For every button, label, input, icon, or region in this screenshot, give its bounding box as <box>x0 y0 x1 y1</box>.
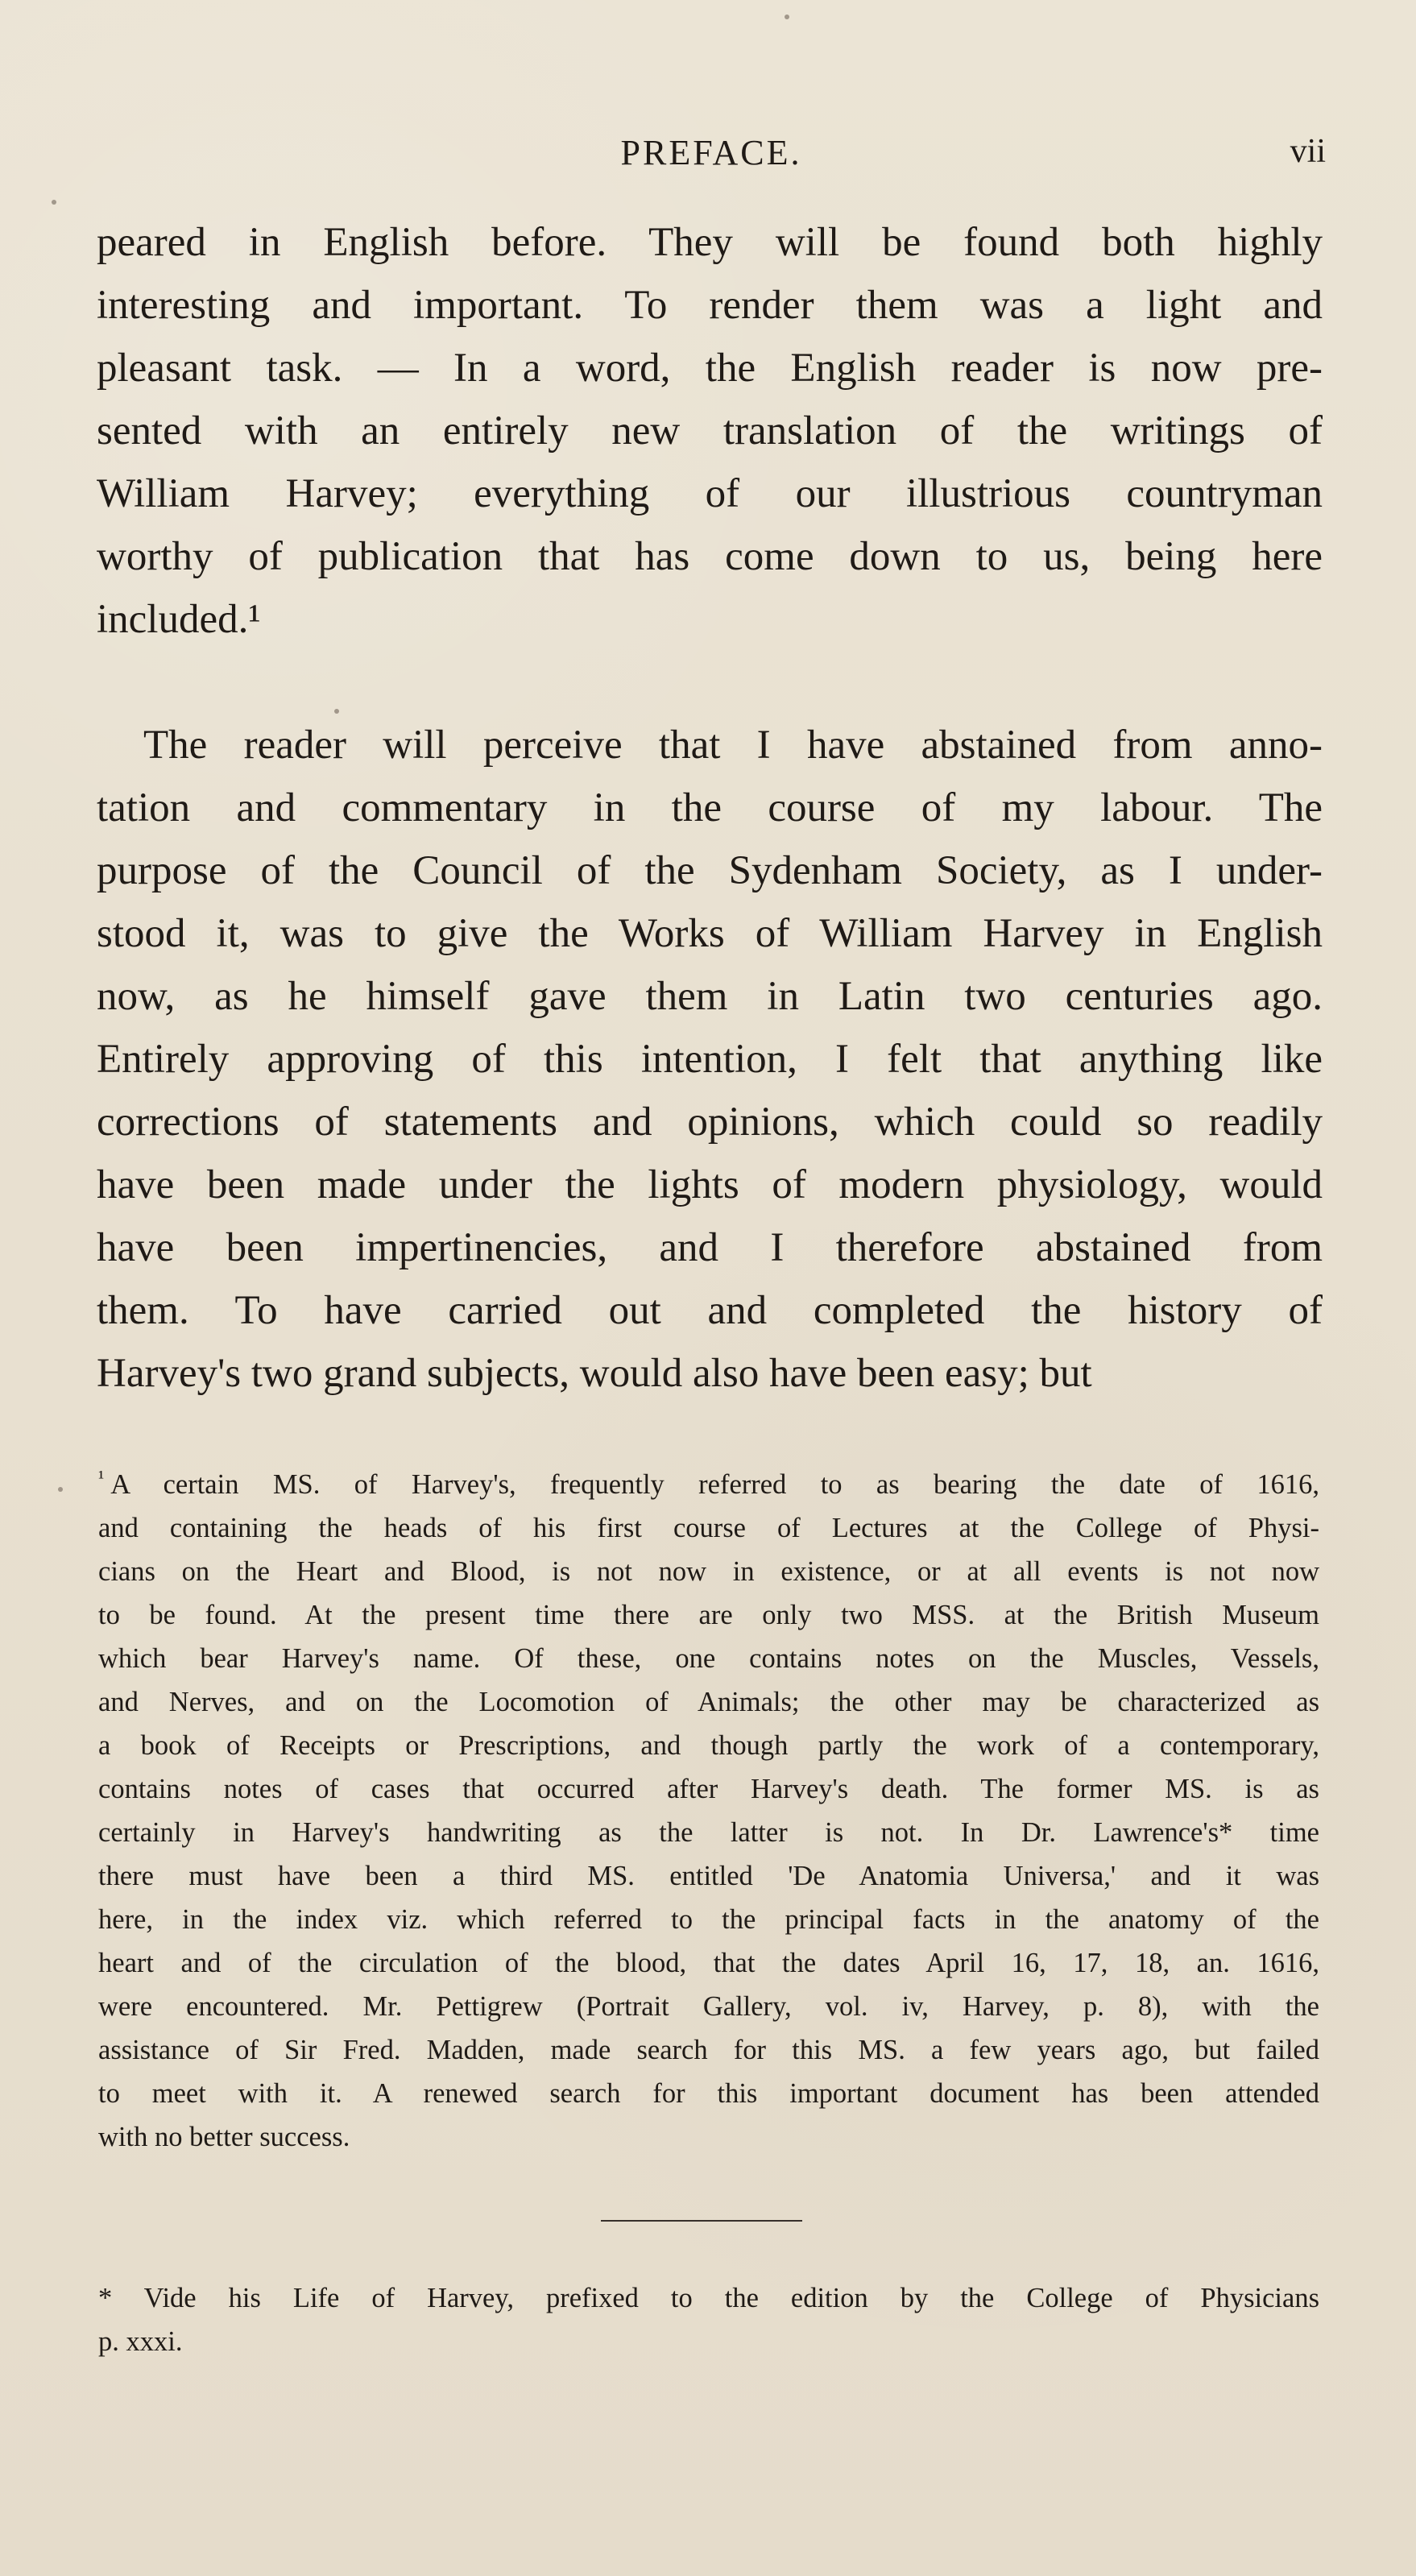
subnote-line-1: * Vide his Life of Harvey, prefixed to the edition by the College of Physicians <box>98 2283 1319 2313</box>
main-paragraph-2-line-1: The reader will perceive that I have abstained from anno- <box>143 723 1323 768</box>
footnote-line-1 <box>98 1463 1319 1506</box>
main-paragraph-2-line-7: corrections of statements and opinions, which could so readily <box>97 1100 1323 1145</box>
subnote-block <box>98 2276 1319 2363</box>
main-paragraph-2-line-11: Harvey's two grand subjects, would also have been easy; but <box>97 1351 1092 1396</box>
footnote-line-3: cians on the Heart and Blood, is not now in existence, or at all events is not now <box>98 1556 1319 1587</box>
paragraph-gap <box>97 651 1323 714</box>
main-paragraph-1-line-6: worthy of publication that has come down to us, being here <box>97 534 1323 579</box>
footnote-line-6: and Nerves, and on the Locomotion of Animals; the other may be characterized as <box>98 1687 1319 1717</box>
main-text <box>97 211 1323 1405</box>
footnote-line-15: to meet with it. A renewed search for this important document has been attended <box>98 2078 1319 2109</box>
main-paragraph-2-line-4: stood it, was to give the Works of William Harvey in English <box>97 911 1323 956</box>
main-paragraph-2-line-3: purpose of the Council of the Sydenham Society, as I under- <box>97 848 1323 893</box>
footnote-marker: ¹ <box>98 1467 105 1489</box>
main-paragraph-1-line-3: pleasant task. — In a word, the English reader is now pre- <box>97 346 1323 391</box>
footnote-line-7: a book of Receipts or Prescriptions, and though partly the work of a contemporary, <box>98 1730 1319 1761</box>
paper-speck <box>58 1487 63 1492</box>
footnote-line-14: assistance of Sir Fred. Madden, made search for this MS. a few years ago, but failed <box>98 2035 1319 2065</box>
footnote-line-16: with no better success. <box>98 2122 350 2152</box>
main-paragraph-2-line-6: Entirely approving of this intention, I felt that anything like <box>97 1037 1323 1082</box>
page-number: vii <box>1290 133 1326 170</box>
paper-speck <box>785 14 789 19</box>
main-paragraph-1-line-2: interesting and important. To render them was a light and <box>97 283 1323 328</box>
main-paragraph-2-line-10: them. To have carried out and completed the history of <box>97 1288 1323 1333</box>
footnote-line-4: to be found. At the present time there are only two MSS. at the British Museum <box>98 1600 1319 1630</box>
footnote-divider <box>601 2220 802 2222</box>
footnote-line-9: certainly in Harvey's handwriting as the latter is not. In Dr. Lawrence's* time <box>98 1817 1319 1848</box>
main-paragraph-2-line-9: have been impertinencies, and I therefore abstained from <box>97 1225 1323 1270</box>
footnote-line-5: which bear Harvey's name. Of these, one contains notes on the Muscles, Vessels, <box>98 1643 1319 1674</box>
main-paragraph-1-line-7: included.¹ <box>97 597 261 642</box>
footnote-line-2: and containing the heads of his first course of Lectures at the College of Physi- <box>98 1513 1319 1543</box>
footnote-line-12: heart and of the circulation of the blood, that the dates April 16, 17, 18, an. 1616, <box>98 1948 1319 1978</box>
footnote-block <box>98 1463 1319 2159</box>
main-paragraph-1-line-1: peared in English before. They will be found both highly <box>97 220 1323 265</box>
footnote-line-10: there must have been a third MS. entitled 'De Anatomia Universa,' and it was <box>98 1861 1319 1891</box>
running-title: PREFACE. <box>620 133 802 172</box>
footnote-line-8: contains notes of cases that occurred after Harvey's death. The former MS. is as <box>98 1774 1319 1804</box>
subnote-line-2: p. xxxi. <box>98 2326 183 2357</box>
main-paragraph-2-line-8: have been made under the lights of modern physiology, would <box>97 1162 1323 1207</box>
page-header <box>97 132 1326 180</box>
main-paragraph-2-line-2: tation and commentary in the course of my labour. The <box>97 785 1323 830</box>
main-paragraph-2-line-5: now, as he himself gave them in Latin two centuries ago. <box>97 974 1323 1019</box>
paper-speck <box>52 200 56 205</box>
footnote-line-1-text: A certain MS. of Harvey's, frequently referred to as bearing the date of 1616, <box>110 1469 1319 1500</box>
footnote-line-13: were encountered. Mr. Pettigrew (Portrait Gallery, vol. iv, Harvey, p. 8), with the <box>98 1991 1319 2022</box>
main-paragraph-1-line-4: sented with an entirely new translation of the writings of <box>97 408 1323 453</box>
main-paragraph-1-line-5: William Harvey; everything of our illustrious countryman <box>97 471 1323 516</box>
footnote-line-11: here, in the index viz. which referred to the principal facts in the anatomy of the <box>98 1904 1319 1935</box>
paper-speck <box>334 709 339 714</box>
